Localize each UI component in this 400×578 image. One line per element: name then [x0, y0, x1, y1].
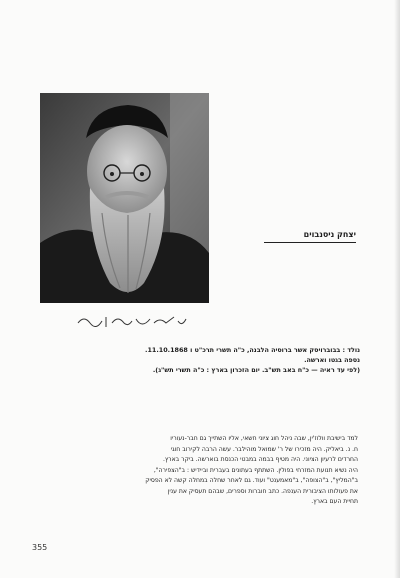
- portrait-photo-graphic: [40, 93, 209, 303]
- biographical-details: [44, 345, 360, 375]
- bio-line: (לפי עד ראיה — כ"ח באב תש"ב. יום הזכרון בארץ : כ"ה תשרי תש"ג).: [152, 366, 360, 374]
- portrait-photo: [40, 93, 209, 303]
- paragraph-line: תחיית העם בארץ.: [311, 498, 358, 505]
- bio-line: נולד : בבוברויסק אשר ברוסיה הלבנה, כ"ה תשרי תרכ"ט ו 11.10.1868.: [145, 346, 360, 354]
- paragraph-line: החרדים לרעיון הציוני. היה מטיף בבמה במבטי הכנסת בוארשה. ביקר בארץ.: [162, 456, 358, 463]
- paragraph-line: ב"המליץ", ב"הצופה", ב"מאמענט" ועוד. גם לאחר שחלה במחלה קשה לא הפסיק: [145, 477, 358, 484]
- handwritten-signature: [70, 309, 190, 333]
- page-number: 355: [32, 543, 48, 552]
- bio-line: נספה בגטו וארשה.: [304, 356, 360, 364]
- paragraph-line: את פעולותו הציבורית הענפה. כתב חוברות וספרים, שבהם תעסיק את ענין: [167, 487, 358, 495]
- paragraph-line: היה נשיא תנועת המזרחי בפולין. השתתף בעתונים בעברית וביידיש : ב"הצפירה",: [153, 466, 358, 474]
- biography-paragraph: [32, 434, 358, 508]
- paragraph-line: למד בישיבת וולוז'ין, שבה ניהל חוג ציוני חשאי, אליו השתייך גם חבר-נעוריו: [170, 435, 358, 442]
- page-edge-shadow: [394, 0, 400, 578]
- name-underline: [264, 242, 356, 243]
- paragraph-line: ח. נ. ביאליק. היה מזכירו של ר' שמואל מוהילבר. עשה הרבה לקירוב חוגי: [170, 445, 358, 453]
- subject-name: יצחק ניסנבוים: [303, 230, 356, 239]
